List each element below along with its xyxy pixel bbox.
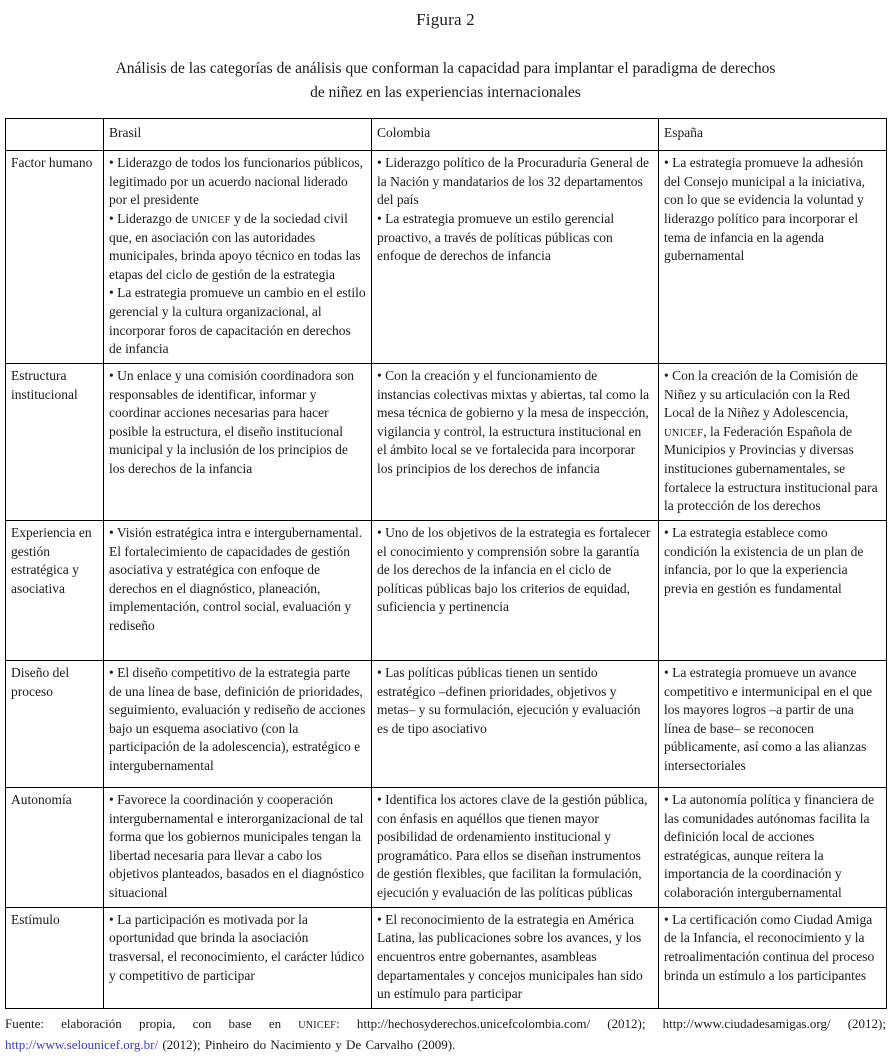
- bullet-item: • Visión estratégica intra e intergubernamental. El fortalecimiento de capacidades de gestión asociativa y estratégica con enfoque de derechos en el diagnóstico, planeación, implementación, control social, evaluación y rediseño: [109, 524, 363, 634]
- header-empty-cell: [6, 119, 104, 151]
- content-cell-colombia: [372, 151, 659, 364]
- category-cell: Experiencia en gestión estratégica y asociativa: [6, 520, 104, 660]
- bullet-item: • Liderazgo político de la Procuraduría General de la Nación y mandatarios de los 32 departamentos del país: [377, 155, 649, 208]
- column-header-colombia: Colombia: [372, 119, 659, 151]
- content-cell-espana: [659, 151, 887, 364]
- bullet-item: • Las políticas públicas tienen un sentido estratégico –definen prioridades, objetivos y metas– y su formulación, ejecución y evaluación es de tipo asociativo: [377, 664, 641, 736]
- bullet-item: • La estrategia promueve un avance competitivo e intermunicipal en el que los mayores logros –a partir de una línea de base– se reconocen públicamente, así como a las alianzas intersectoriales: [664, 664, 873, 774]
- bullet-item: • Uno de los objetivos de la estrategia es fortalecer el conocimiento y comprensión sobre la garantía de los derechos de la infancia en el ciclo de políticas públicas bajo los criterios de equidad, suficiencia y pertinencia: [377, 524, 651, 615]
- table-row: [6, 520, 887, 660]
- content-cell-brasil: [104, 787, 372, 907]
- content-cell-brasil: [104, 151, 372, 364]
- category-cell: Diseño del proceso: [6, 660, 104, 787]
- content-cell-espana: [659, 660, 887, 787]
- table-row: [6, 151, 887, 364]
- bullet-item: • La estrategia promueve la adhesión del Consejo municipal a la iniciativa, con lo que se evidencia la voluntad y liderazgo político para incorporar el tema de infancia en la agenda gubernamental: [664, 155, 865, 264]
- bullet-item: • Favorece la coordinación y cooperación intergubernamental e interorganizacional de tal forma que los gobiernos municipales tengan la libertad necesaria para llevar a cabo los objetivos planteados, basados en el diagnóstico situacional: [109, 791, 364, 901]
- table-header-row: [6, 119, 887, 151]
- bullet-item: • Un enlace y una comisión coordinadora son responsables de identificar, informar y coordinar acciones necesarias para hacer posible la estructura, el diseño institucional municipal y la inclusión de los principios de los derechos de la infancia: [109, 367, 355, 477]
- content-cell-colombia: [372, 660, 659, 787]
- bullet-item: • Liderazgo de UNICEF y de la sociedad civil que, en asociación con las autoridades municipales, brinda apoyo técnico en todas las etapas del ciclo de gestión de la estrategia: [109, 210, 361, 282]
- category-cell: Estructura institucional: [6, 363, 104, 520]
- bullet-item: • La estrategia promueve un cambio en el estilo gerencial y la cultura organizacional, al incorporar foros de capacitación en derechos de infancia: [109, 285, 366, 357]
- content-cell-colombia: [372, 787, 659, 907]
- bullet-item: • El diseño competitivo de la estrategia parte de una línea de base, definición de prioridades, seguimiento, evaluación y rediseño de acciones bajo un esquema asociativo (con la participación de la adolescencia), estratégico e intergubernamental: [109, 664, 366, 774]
- bullet-item: • Identifica los actores clave de la gestión pública, con énfasis en aquéllos que tienen mayor posibilidad de ordenamiento institucional y programático. Para ellos se diseñan instrumentos de gestión flexibles, que facilitan la formulación, ejecución y evaluación de las políticas públicas: [377, 791, 648, 901]
- bullet-item: • Con la creación de la Comisión de Niñez y su articulación con la Red Local de la Niñez y Adolescencia, UNICEF, la Federación Española de Municipios y Provincias y diversas instituciones gubernamentales, se fortalece la estructura institucional para la protección de los derechos: [664, 367, 878, 514]
- content-cell-espana: [659, 787, 887, 907]
- content-cell-espana: [659, 363, 887, 520]
- content-cell-espana: [659, 907, 887, 1008]
- figure-label: Figura 2: [416, 10, 475, 29]
- content-cell-colombia: [372, 907, 659, 1008]
- table-row: [6, 660, 887, 787]
- content-cell-brasil: [104, 907, 372, 1008]
- category-cell: Estímulo: [6, 907, 104, 1008]
- source-note: [5, 1014, 886, 1056]
- bullet-item: • Con la creación y el funcionamiento de instancias colectivas mixtas y abiertas, tal como la mesa técnica de gobierno y la mesa de inspección, vigilancia y control, la estructura institucional en el ámbito local se ve fortalecida para incorporar los principios de los derechos de infancia: [377, 367, 650, 477]
- content-cell-brasil: [104, 363, 372, 520]
- bullet-item: • La estrategia promueve un estilo gerencial proactivo, a través de políticas públicas con enfoque de derechos de infancia: [377, 210, 615, 264]
- bullet-item: • La participación es motivada por la oportunidad que brinda la asociación trasversal, el reconocimiento, el carácter lúdico y competitivo de participar: [109, 911, 365, 983]
- bullet-item: • La estrategia establece como condición la existencia de un plan de infancia, por lo que la experiencia previa en gestión es fundamental: [664, 524, 864, 596]
- column-header-espana: España: [659, 119, 887, 151]
- source-link[interactable]: http://www.selounicef.org.br/: [5, 1036, 159, 1052]
- figure-caption-line1: Análisis de las categorías de análisis que conforman la capacidad para implantar el paradigma de derechos: [115, 60, 776, 77]
- column-header-brasil: Brasil: [104, 119, 372, 151]
- content-cell-brasil: [104, 660, 372, 787]
- category-cell: Autonomía: [6, 787, 104, 907]
- comparison-table: [5, 118, 887, 1009]
- category-cell: Factor humano: [6, 151, 104, 364]
- table-row: [6, 363, 887, 520]
- table-row: [6, 787, 887, 907]
- figure-caption: [5, 57, 886, 105]
- bullet-item: • Liderazgo de todos los funcionarios públicos, legitimado por un acuerdo nacional liderado por el presidente: [109, 155, 364, 208]
- bullet-item: • La autonomía política y financiera de las comunidades autónomas facilita la definición local de acciones estratégicas, aunque reitera la importancia de la coordinación y colaboración intergubernamental: [664, 791, 875, 901]
- bullet-item: • La certificación como Ciudad Amiga de la Infancia, el reconocimiento y la retroalimentación continua del proceso brinda un estímulo a los participantes: [664, 911, 875, 983]
- content-cell-brasil: [104, 520, 372, 660]
- figure-caption-line2: de niñez en las experiencias internacionales: [310, 84, 581, 102]
- table-row: [6, 907, 887, 1008]
- bullet-item: • El reconocimiento de la estrategia en América Latina, las publicaciones sobre los avances, y los encuentros entre gobernantes, asambleas departamentales y concejos municipales han sido un estímulo para participar: [377, 911, 643, 1002]
- source-text-before: Fuente: elaboración propia, con base en UNICEF: http://hechosyderechos.unicefcolombia.com/ (2012); http://www.ciudadesamigas.org/ (2012);: [5, 1015, 886, 1031]
- source-text-after: (2012); Pinheiro do Nacimiento y De Carvalho (2009).: [158, 1036, 456, 1052]
- content-cell-espana: [659, 520, 887, 660]
- content-cell-colombia: [372, 363, 659, 520]
- content-cell-colombia: [372, 520, 659, 660]
